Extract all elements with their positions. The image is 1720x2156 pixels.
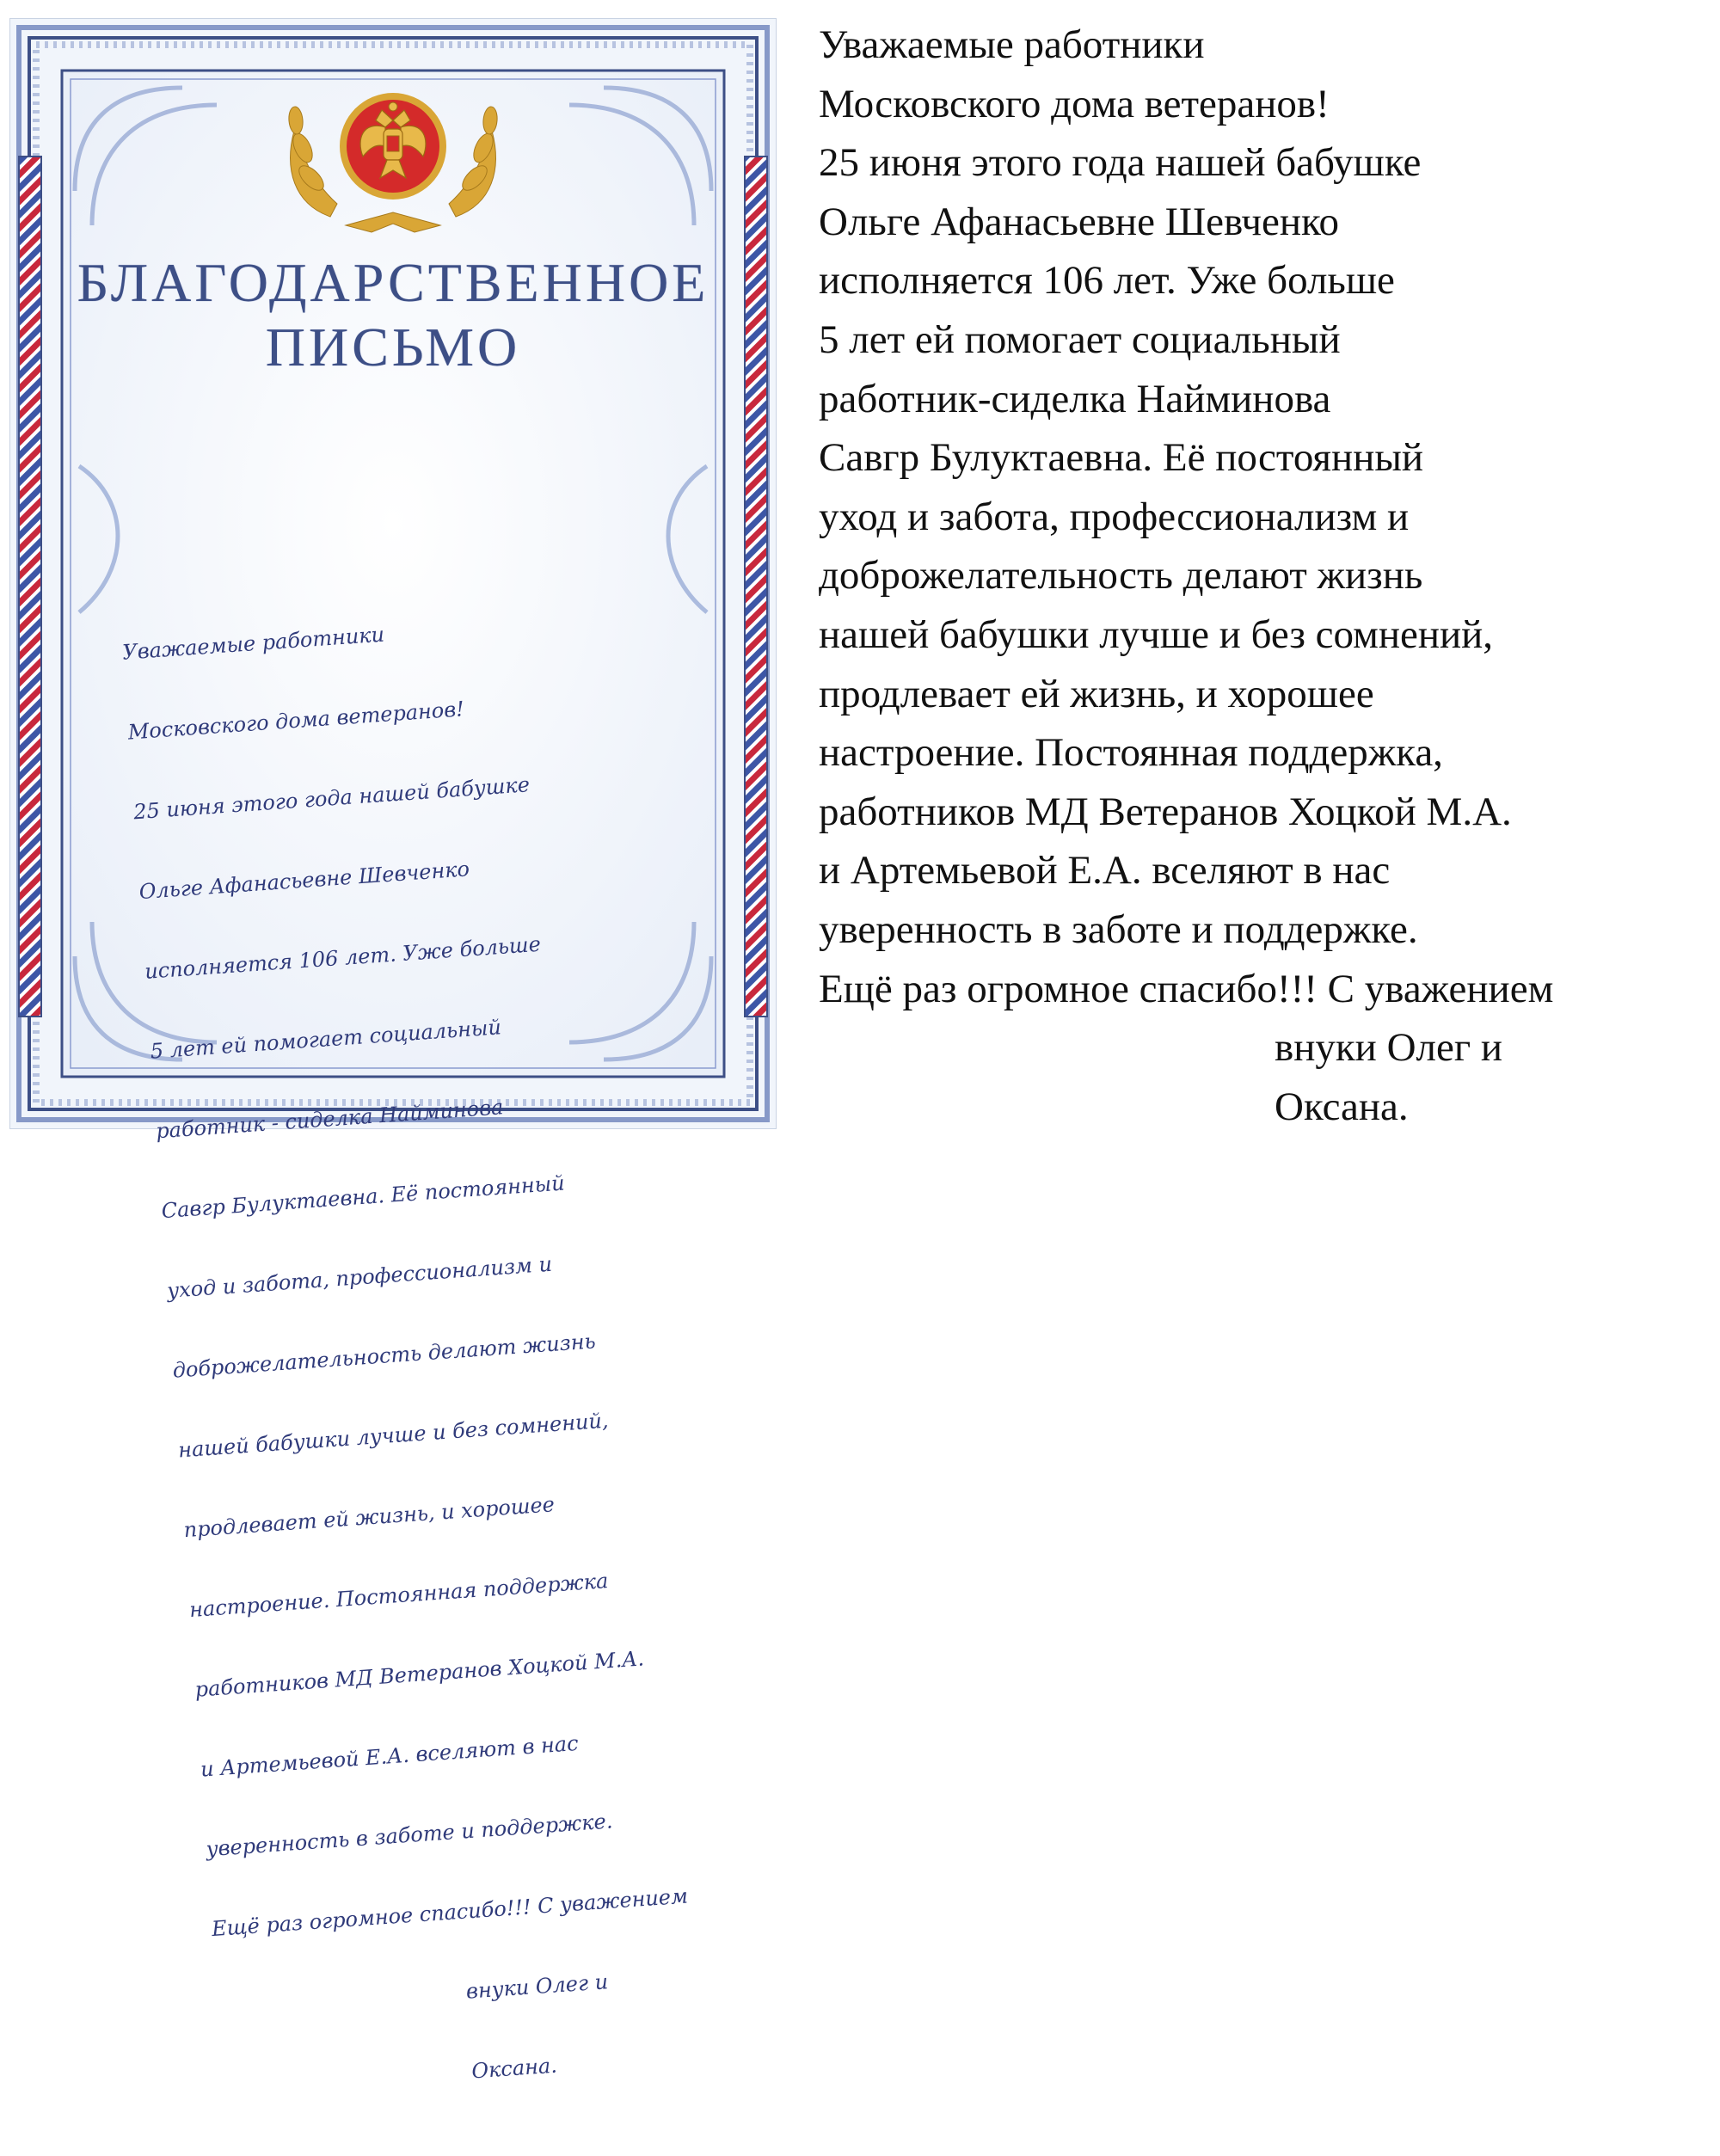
handwritten-line: продлевает ей жизнь, и хорошее bbox=[182, 1492, 556, 1543]
handwritten-line: настроение. Постоянная поддержка bbox=[188, 1569, 610, 1623]
transcription-line: Савгр Булуктаевна. Её постоянный bbox=[819, 435, 1424, 481]
transcription-line: 25 июня этого года нашей бабушке bbox=[819, 140, 1422, 186]
handwritten-line: Ольге Афанасьевне Шевченко bbox=[138, 857, 470, 905]
handwritten-line: уход и забота, профессионализм и bbox=[166, 1251, 553, 1303]
handwritten-line: работников МД Ветеранов Хоцкой М.А. bbox=[194, 1646, 645, 1702]
transcription-line: Ольге Афанасьевне Шевченко bbox=[819, 199, 1339, 244]
transcription-line: Ещё раз огромное спасибо!!! С уважением bbox=[819, 966, 1554, 1011]
transcription-line: настроение. Постоянная поддержка, bbox=[819, 730, 1443, 776]
handwritten-line: 25 июня этого года нашей бабушке bbox=[132, 772, 531, 825]
certificate-photo bbox=[10, 19, 776, 2084]
russian-coat-of-arms-icon bbox=[340, 93, 446, 200]
transcription-line: уход и забота, профессионализм и bbox=[819, 494, 1410, 539]
handwritten-line: Савгр Булуктаевна. Её постоянный bbox=[160, 1170, 566, 1224]
handwritten-signature: внуки Олег и bbox=[464, 1969, 610, 2004]
transcription-line: работников МД Ветеранов Хоцкой М.А. bbox=[819, 789, 1512, 834]
transcription-signature: внуки Олег и bbox=[1275, 1025, 1503, 1071]
transcription-line: исполняется 106 лет. Уже больше bbox=[819, 258, 1395, 304]
handwritten-line: исполняется 106 лет. Уже больше bbox=[144, 931, 542, 984]
handwritten-line: Уважаемые работники bbox=[121, 622, 385, 665]
transcription-line: уверенность в заботе и поддержке. bbox=[819, 906, 1418, 952]
transcription-line: работник-сиделка Найминова bbox=[819, 376, 1331, 421]
handwritten-line: и Артемьевой Е.А. вселяют в нас bbox=[200, 1730, 580, 1782]
transcription-line: нашей бабушки лучше и без сомнений, bbox=[819, 611, 1494, 657]
handwritten-line: уверенность в заботе и поддержке. bbox=[205, 1809, 614, 1862]
handwritten-line: Московского дома ветеранов! bbox=[126, 697, 465, 745]
transcription-signature: Оксана. bbox=[1275, 1084, 1409, 1129]
transcription-line: доброжелательность делают жизнь bbox=[819, 553, 1423, 599]
handwritten-line: нашей бабушки лучше и без сомнений, bbox=[177, 1408, 610, 1463]
handwritten-line: доброжелательность делают жизнь bbox=[171, 1329, 597, 1383]
transcription-line: продлевает ей жизнь, и хорошее bbox=[819, 671, 1374, 716]
handwritten-letter bbox=[118, 544, 752, 2084]
handwritten-line: 5 лет ей помогает социальный bbox=[149, 1015, 502, 1064]
handwritten-line: работник - сиделка Найминова bbox=[155, 1095, 505, 1144]
transcription-line: Московского дома ветеранов! bbox=[819, 81, 1330, 126]
transcription-line: и Артемьевой Е.А. вселяют в нас bbox=[819, 848, 1391, 894]
letter-transcription bbox=[819, 15, 1705, 1136]
transcription-line: Уважаемые работники bbox=[819, 22, 1205, 67]
transcription-line: 5 лет ей помогает социальный bbox=[819, 316, 1341, 362]
certificate-title-line2: ПИСЬМО bbox=[265, 316, 521, 378]
certificate-title-line1: БЛАГОДАРСТВЕННОЕ bbox=[77, 252, 710, 313]
handwritten-signature: Оксана. bbox=[470, 2053, 558, 2084]
handwritten-line: Ещё раз огромное спасибо!!! С уважением bbox=[211, 1883, 689, 1942]
